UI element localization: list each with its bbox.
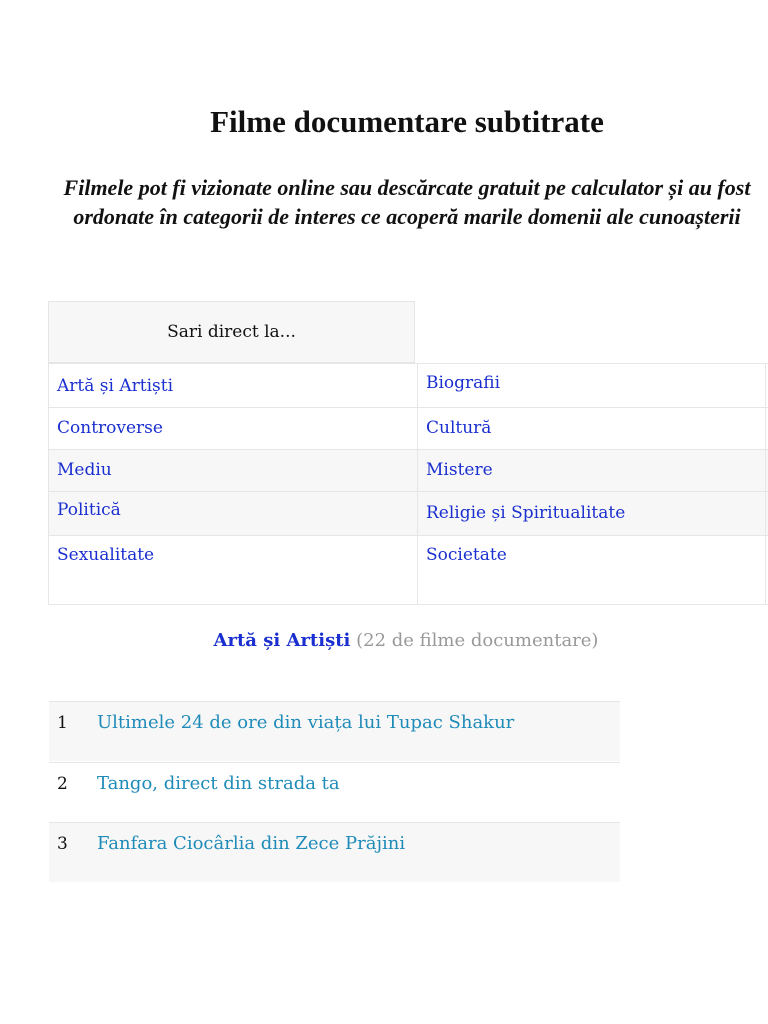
- film-number: 2: [57, 774, 68, 794]
- index-row: [48, 407, 768, 449]
- category-link-controverse[interactable]: Controverse: [48, 408, 417, 449]
- film-title-link[interactable]: Fanfara Ciocârlia din Zece Prăjini: [97, 833, 406, 854]
- category-link-politica[interactable]: Politică: [48, 492, 417, 535]
- film-title-link[interactable]: Ultimele 24 de ore din viața lui Tupac Shakur: [97, 712, 515, 733]
- film-number: 1: [57, 713, 68, 733]
- category-link-mistere[interactable]: Mistere: [417, 450, 766, 491]
- category-link-societate[interactable]: Societate: [417, 536, 766, 604]
- category-index-table: [48, 301, 768, 605]
- category-link-biografii[interactable]: Biografii: [417, 364, 766, 407]
- page-title: Filme documentare subtitrate: [210, 104, 604, 139]
- index-row: [48, 491, 768, 535]
- film-row: [49, 762, 620, 822]
- film-number: 3: [57, 834, 68, 854]
- film-row: [49, 822, 620, 882]
- section-heading: [0, 627, 768, 655]
- index-bottom-border: [48, 604, 768, 605]
- section-title-link[interactable]: Artă și Artiști: [213, 630, 351, 651]
- category-link-religie-si-spiritualitate[interactable]: Religie și Spiritualitate: [417, 492, 766, 535]
- category-link-arta-si-artisti[interactable]: Artă și Artiști: [48, 364, 417, 407]
- index-header: Sari direct la...: [48, 301, 415, 363]
- film-row: [49, 701, 620, 761]
- section-film-count: (22 de filme documentare): [356, 630, 599, 651]
- category-link-cultura[interactable]: Cultură: [417, 408, 766, 449]
- category-link-mediu[interactable]: Mediu: [48, 450, 417, 491]
- index-row: [48, 449, 768, 491]
- page-subtitle: Filmele pot fi vizionate online sau descărcate gratuit pe calculator și au fost ordonate în categorii de interes ce acoperă marile domenii ale cunoașterii: [63, 175, 751, 229]
- category-link-sexualitate[interactable]: Sexualitate: [48, 536, 417, 604]
- index-row: [48, 535, 768, 604]
- film-title-link[interactable]: Tango, direct din strada ta: [97, 773, 340, 794]
- index-row: [48, 363, 768, 407]
